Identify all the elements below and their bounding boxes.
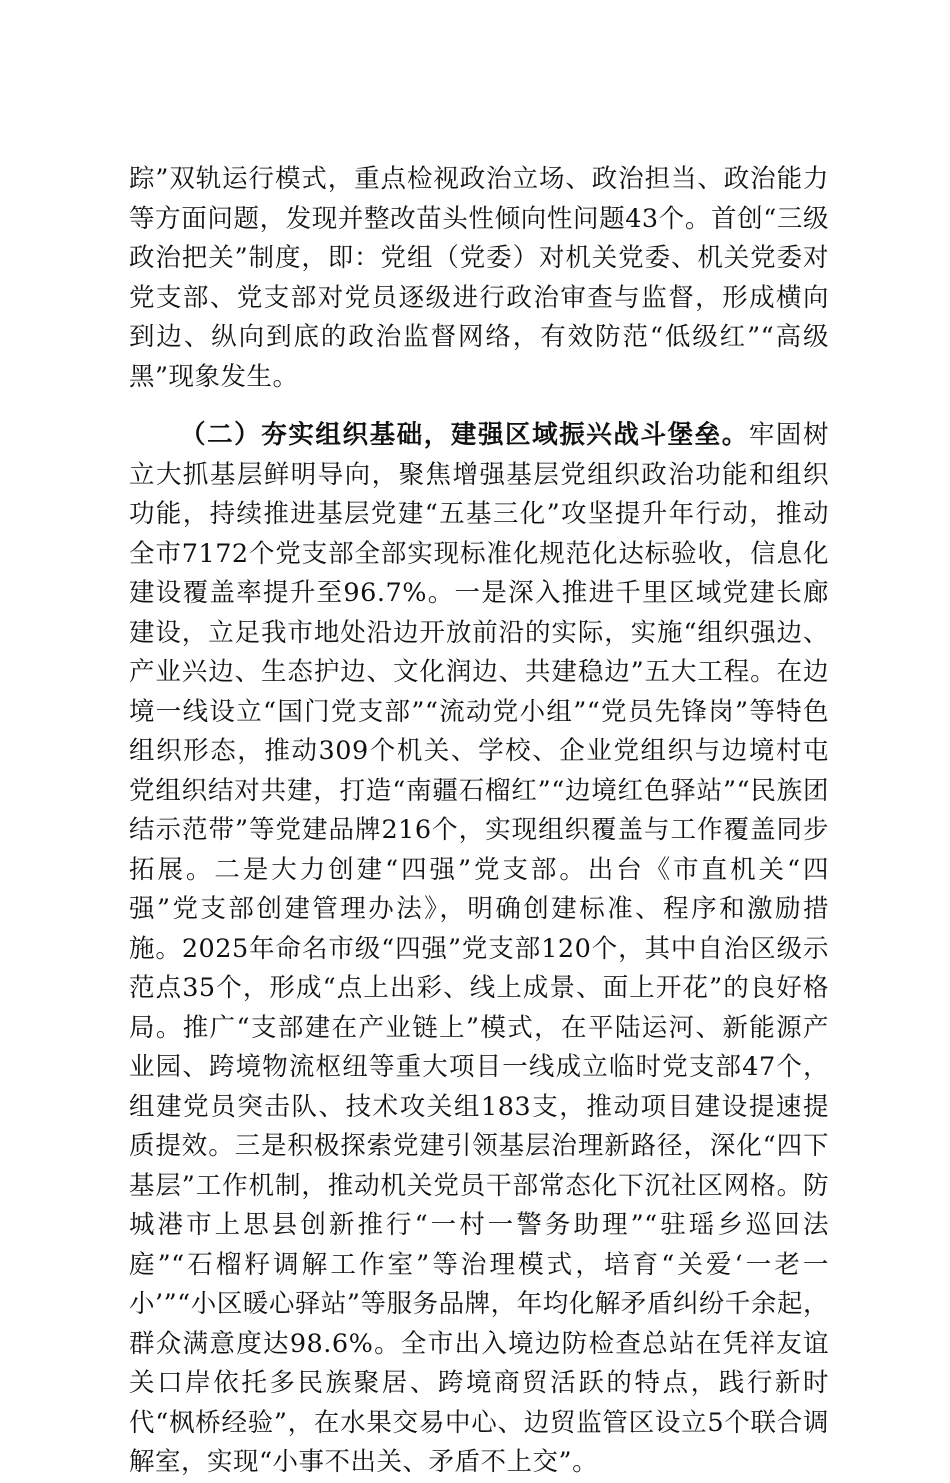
paragraph-1: 踪”双轨运行模式，重点检视政治立场、政治担当、政治能力等方面问题，发现并整改苗头性倾向性问题43个。首创“三级政治把关”制度，即：党组（党委）对机关党委、机关党委对党支部、党支部对党员逐级进行政治审查与监督，形成横向到边、纵向到底的政治监督网络，有效防范“低级红”“高级黑”现象发生。 — [129, 164, 829, 392]
document-page — [129, 160, 829, 1483]
paragraph-gap — [129, 397, 829, 416]
section-heading: （二）夯实组织基础，建强区域振兴战斗堡垒。 — [180, 420, 749, 450]
paragraph-2-body: 牢固树立大抓基层鲜明导向，聚焦增强基层党组织政治功能和组织功能，持续推进基层党建“五基三化”攻坚提升年行动，推动全市7172个党支部全部实现标准化规范化达标验收，信息化建设覆盖率提升至96.7%。一是深入推进千里区域党建长廊建设，立足我市地处沿边开放前沿的实际，实施“组织强边、产业兴边、生态护边、文化润边、共建稳边”五大工程。在边境一线设立“国门党支部”“流动党小组”“党员先锋岗”等特色组织形态，推动309个机关、学校、企业党组织与边境村屯党组织结对共建，打造“南疆石榴红”“边境红色驿站”“民族团结示范带”等党建品牌216个，实现组织覆盖与工作覆盖同步拓展。二是大力创建“四强”党支部。出台《市直机关“四强”党支部创建管理办法》，明确创建标准、程序和激励措施。2025年命名市级“四强”党支部120个，其中自治区级示范点35个，形成“点上出彩、线上成景、面上开花”的良好格局。推广“支部建在产业链上”模式，在平陆运河、新能源产业园、跨境物流枢纽等重大项目一线成立临时党支部47个，组建党员突击队、技术攻关组183支，推动项目建设提速提质提效。三是积极探索党建引领基层治理新路径，深化“四下基层”工作机制，推动机关党员干部常态化下沉社区网格。防城港市上思县创新推行“一村一警务助理”“驻瑶乡巡回法庭”“石榴籽调解工作室”等治理模式，培育“关爱‘一老一小’”“小区暖心驿站”等服务品牌，年均化解矛盾纠纷千余起，群众满意度达98.6%。全市出入境边防检查总站在凭祥友谊关口岸依托多民族聚居、跨境商贸活跃的特点，践行新时代“枫桥经验”，在水果交易中心、边贸监管区设立5个联合调解室，实现“小事不出关、矛盾不上交”。 — [129, 420, 829, 1477]
paragraph-2 — [129, 416, 829, 1483]
